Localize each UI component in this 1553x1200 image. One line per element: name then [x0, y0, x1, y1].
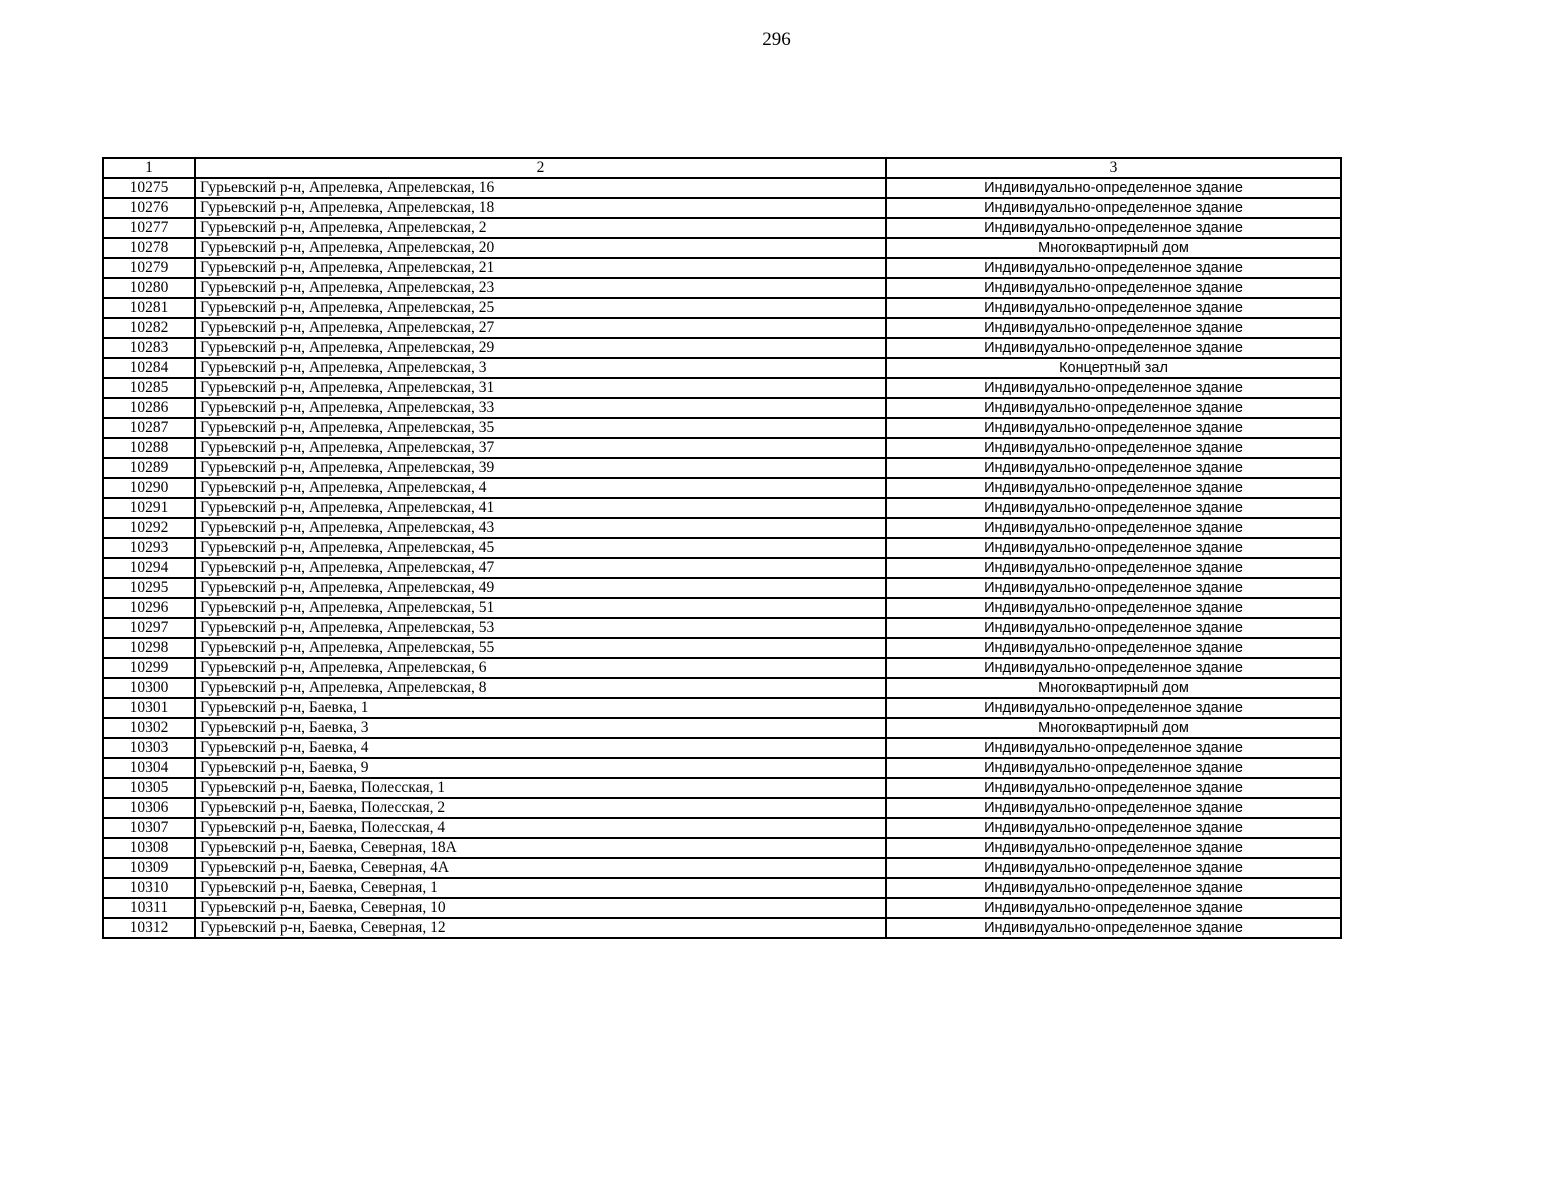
table-row — [103, 638, 1341, 658]
address-cell: Гурьевский р-н, Баевка, Северная, 18А — [195, 838, 886, 858]
table-row — [103, 178, 1341, 198]
table-row — [103, 698, 1341, 718]
row-number-cell: 10298 — [103, 638, 195, 658]
building-type-cell: Индивидуально-определенное здание — [886, 518, 1341, 538]
row-number-cell: 10293 — [103, 538, 195, 558]
row-number-cell: 10278 — [103, 238, 195, 258]
building-type-cell: Индивидуально-определенное здание — [886, 458, 1341, 478]
table-row — [103, 858, 1341, 878]
address-cell: Гурьевский р-н, Баевка, Полесская, 2 — [195, 798, 886, 818]
address-cell: Гурьевский р-н, Апрелевка, Апрелевская, 8 — [195, 678, 886, 698]
row-number-cell: 10301 — [103, 698, 195, 718]
address-cell: Гурьевский р-н, Баевка, Северная, 4А — [195, 858, 886, 878]
building-type-cell: Индивидуально-определенное здание — [886, 878, 1341, 898]
address-cell: Гурьевский р-н, Апрелевка, Апрелевская, 25 — [195, 298, 886, 318]
table-row — [103, 538, 1341, 558]
table-row — [103, 678, 1341, 698]
table-row — [103, 838, 1341, 858]
address-cell: Гурьевский р-н, Баевка, Полесская, 1 — [195, 778, 886, 798]
address-cell: Гурьевский р-н, Баевка, Северная, 12 — [195, 918, 886, 938]
row-number-cell: 10296 — [103, 598, 195, 618]
table-row — [103, 398, 1341, 418]
table-row — [103, 658, 1341, 678]
table-row — [103, 598, 1341, 618]
table-row — [103, 558, 1341, 578]
address-cell: Гурьевский р-н, Апрелевка, Апрелевская, 3 — [195, 358, 886, 378]
building-type-cell: Индивидуально-определенное здание — [886, 618, 1341, 638]
building-type-cell: Индивидуально-определенное здание — [886, 438, 1341, 458]
row-number-cell: 10287 — [103, 418, 195, 438]
table-row — [103, 578, 1341, 598]
building-type-cell: Индивидуально-определенное здание — [886, 218, 1341, 238]
address-cell: Гурьевский р-н, Апрелевка, Апрелевская, 16 — [195, 178, 886, 198]
address-cell: Гурьевский р-н, Апрелевка, Апрелевская, 29 — [195, 338, 886, 358]
row-number-cell: 10294 — [103, 558, 195, 578]
building-type-cell: Индивидуально-определенное здание — [886, 338, 1341, 358]
row-number-cell: 10295 — [103, 578, 195, 598]
building-type-cell: Концертный зал — [886, 358, 1341, 378]
building-type-cell: Индивидуально-определенное здание — [886, 798, 1341, 818]
row-number-cell: 10297 — [103, 618, 195, 638]
row-number-cell: 10282 — [103, 318, 195, 338]
building-type-cell: Индивидуально-определенное здание — [886, 818, 1341, 838]
table-row — [103, 318, 1341, 338]
address-cell: Гурьевский р-н, Апрелевка, Апрелевская, 37 — [195, 438, 886, 458]
row-number-cell: 10309 — [103, 858, 195, 878]
table-row — [103, 798, 1341, 818]
table-row — [103, 518, 1341, 538]
table-row — [103, 358, 1341, 378]
table-row — [103, 618, 1341, 638]
column-header-3: 3 — [886, 158, 1341, 178]
building-type-cell: Индивидуально-определенное здание — [886, 298, 1341, 318]
row-number-cell: 10292 — [103, 518, 195, 538]
row-number-cell: 10290 — [103, 478, 195, 498]
address-cell: Гурьевский р-н, Баевка, 3 — [195, 718, 886, 738]
address-cell: Гурьевский р-н, Апрелевка, Апрелевская, 18 — [195, 198, 886, 218]
row-number-cell: 10288 — [103, 438, 195, 458]
table-row — [103, 818, 1341, 838]
address-cell: Гурьевский р-н, Баевка, Полесская, 4 — [195, 818, 886, 838]
row-number-cell: 10289 — [103, 458, 195, 478]
address-cell: Гурьевский р-н, Баевка, Северная, 10 — [195, 898, 886, 918]
page-number: 296 — [762, 29, 791, 50]
row-number-cell: 10280 — [103, 278, 195, 298]
table-row — [103, 338, 1341, 358]
column-header-1: 1 — [103, 158, 195, 178]
row-number-cell: 10285 — [103, 378, 195, 398]
table-row — [103, 778, 1341, 798]
address-cell: Гурьевский р-н, Апрелевка, Апрелевская, 43 — [195, 518, 886, 538]
table-row — [103, 378, 1341, 398]
row-number-cell: 10286 — [103, 398, 195, 418]
row-number-cell: 10308 — [103, 838, 195, 858]
row-number-cell: 10304 — [103, 758, 195, 778]
address-cell: Гурьевский р-н, Апрелевка, Апрелевская, 20 — [195, 238, 886, 258]
row-number-cell: 10302 — [103, 718, 195, 738]
building-type-cell: Индивидуально-определенное здание — [886, 918, 1341, 938]
row-number-cell: 10279 — [103, 258, 195, 278]
row-number-cell: 10283 — [103, 338, 195, 358]
address-cell: Гурьевский р-н, Апрелевка, Апрелевская, 31 — [195, 378, 886, 398]
building-type-cell: Индивидуально-определенное здание — [886, 398, 1341, 418]
table-header-row — [103, 158, 1341, 178]
table-row — [103, 298, 1341, 318]
address-cell: Гурьевский р-н, Баевка, 4 — [195, 738, 886, 758]
building-type-cell: Индивидуально-определенное здание — [886, 538, 1341, 558]
row-number-cell: 10281 — [103, 298, 195, 318]
table-row — [103, 238, 1341, 258]
address-cell: Гурьевский р-н, Апрелевка, Апрелевская, 51 — [195, 598, 886, 618]
table-row — [103, 898, 1341, 918]
address-cell: Гурьевский р-н, Апрелевка, Апрелевская, 21 — [195, 258, 886, 278]
address-cell: Гурьевский р-н, Апрелевка, Апрелевская, 35 — [195, 418, 886, 438]
building-type-cell: Индивидуально-определенное здание — [886, 638, 1341, 658]
column-header-2: 2 — [195, 158, 886, 178]
building-type-cell: Индивидуально-определенное здание — [886, 698, 1341, 718]
building-type-cell: Многоквартирный дом — [886, 678, 1341, 698]
building-type-cell: Индивидуально-определенное здание — [886, 198, 1341, 218]
table-row — [103, 498, 1341, 518]
address-cell: Гурьевский р-н, Апрелевка, Апрелевская, 2 — [195, 218, 886, 238]
table-row — [103, 418, 1341, 438]
row-number-cell: 10284 — [103, 358, 195, 378]
building-type-cell: Индивидуально-определенное здание — [886, 838, 1341, 858]
table-row — [103, 458, 1341, 478]
registry-table — [102, 157, 1342, 939]
row-number-cell: 10299 — [103, 658, 195, 678]
building-type-cell: Индивидуально-определенное здание — [886, 578, 1341, 598]
building-type-cell: Индивидуально-определенное здание — [886, 778, 1341, 798]
building-type-cell: Индивидуально-определенное здание — [886, 758, 1341, 778]
building-type-cell: Индивидуально-определенное здание — [886, 318, 1341, 338]
address-cell: Гурьевский р-н, Апрелевка, Апрелевская, 23 — [195, 278, 886, 298]
row-number-cell: 10276 — [103, 198, 195, 218]
building-type-cell: Многоквартирный дом — [886, 718, 1341, 738]
row-number-cell: 10303 — [103, 738, 195, 758]
address-cell: Гурьевский р-н, Апрелевка, Апрелевская, 45 — [195, 538, 886, 558]
address-cell: Гурьевский р-н, Апрелевка, Апрелевская, 49 — [195, 578, 886, 598]
row-number-cell: 10300 — [103, 678, 195, 698]
table-row — [103, 718, 1341, 738]
building-type-cell: Индивидуально-определенное здание — [886, 378, 1341, 398]
row-number-cell: 10312 — [103, 918, 195, 938]
building-type-cell: Индивидуально-определенное здание — [886, 418, 1341, 438]
address-cell: Гурьевский р-н, Апрелевка, Апрелевская, 6 — [195, 658, 886, 678]
row-number-cell: 10305 — [103, 778, 195, 798]
building-type-cell: Индивидуально-определенное здание — [886, 658, 1341, 678]
address-cell: Гурьевский р-н, Баевка, Северная, 1 — [195, 878, 886, 898]
table-row — [103, 878, 1341, 898]
address-cell: Гурьевский р-н, Апрелевка, Апрелевская, 39 — [195, 458, 886, 478]
address-cell: Гурьевский р-н, Апрелевка, Апрелевская, 53 — [195, 618, 886, 638]
row-number-cell: 10291 — [103, 498, 195, 518]
building-type-cell: Индивидуально-определенное здание — [886, 478, 1341, 498]
table-row — [103, 478, 1341, 498]
address-cell: Гурьевский р-н, Апрелевка, Апрелевская, 55 — [195, 638, 886, 658]
address-cell: Гурьевский р-н, Баевка, 9 — [195, 758, 886, 778]
address-cell: Гурьевский р-н, Апрелевка, Апрелевская, 47 — [195, 558, 886, 578]
building-type-cell: Индивидуально-определенное здание — [886, 178, 1341, 198]
table-row — [103, 278, 1341, 298]
table-row — [103, 738, 1341, 758]
address-cell: Гурьевский р-н, Баевка, 1 — [195, 698, 886, 718]
address-cell: Гурьевский р-н, Апрелевка, Апрелевская, 27 — [195, 318, 886, 338]
building-type-cell: Индивидуально-определенное здание — [886, 598, 1341, 618]
table-row — [103, 758, 1341, 778]
row-number-cell: 10306 — [103, 798, 195, 818]
building-type-cell: Индивидуально-определенное здание — [886, 258, 1341, 278]
building-type-cell: Индивидуально-определенное здание — [886, 738, 1341, 758]
building-type-cell: Индивидуально-определенное здание — [886, 498, 1341, 518]
row-number-cell: 10310 — [103, 878, 195, 898]
row-number-cell: 10277 — [103, 218, 195, 238]
table-row — [103, 198, 1341, 218]
address-cell: Гурьевский р-н, Апрелевка, Апрелевская, 4 — [195, 478, 886, 498]
address-cell: Гурьевский р-н, Апрелевка, Апрелевская, 41 — [195, 498, 886, 518]
address-cell: Гурьевский р-н, Апрелевка, Апрелевская, 33 — [195, 398, 886, 418]
row-number-cell: 10275 — [103, 178, 195, 198]
building-type-cell: Индивидуально-определенное здание — [886, 558, 1341, 578]
registry-table-body — [103, 158, 1341, 938]
building-type-cell: Многоквартирный дом — [886, 238, 1341, 258]
building-type-cell: Индивидуально-определенное здание — [886, 858, 1341, 878]
row-number-cell: 10311 — [103, 898, 195, 918]
building-type-cell: Индивидуально-определенное здание — [886, 898, 1341, 918]
table-row — [103, 438, 1341, 458]
building-type-cell: Индивидуально-определенное здание — [886, 278, 1341, 298]
row-number-cell: 10307 — [103, 818, 195, 838]
table-row — [103, 218, 1341, 238]
table-row — [103, 258, 1341, 278]
table-row — [103, 918, 1341, 938]
